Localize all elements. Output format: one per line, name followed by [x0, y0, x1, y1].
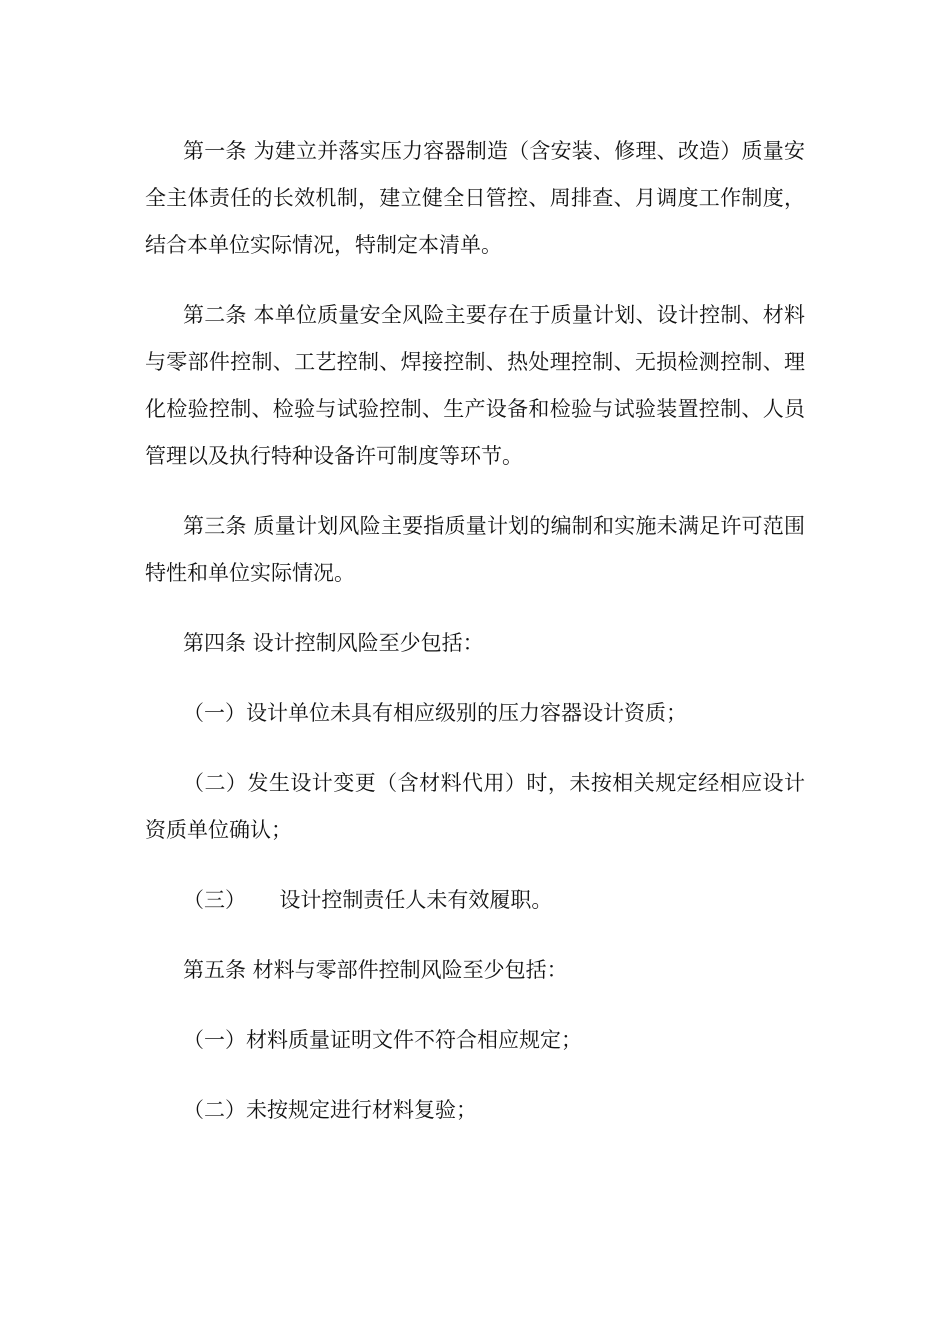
article-5-item-1: （一）材料质量证明文件不符合相应规定； — [183, 1028, 582, 1052]
article-4-paragraph: 第四条 设计控制风险至少包括： — [183, 631, 484, 655]
article-1-paragraph: 第一条 为建立并落实压力容器制造（含安装、修理、改造）质量安全主体责任的长效机制，建立健全日管控、周排查、月调度工作制度，结合本单位实际情况，特制定本清单。 — [145, 139, 805, 257]
article-4-item-2: （二）发生设计变更（含材料代用）时，未按相关规定经相应设计资质单位确认； — [145, 771, 805, 842]
article-4-item-1: （一）设计单位未具有相应级别的压力容器设计资质； — [183, 701, 687, 725]
article-2-paragraph: 第二条 本单位质量安全风险主要存在于质量计划、设计控制、材料与零部件控制、工艺控制、焊接控制、热处理控制、无损检测控制、理化检验控制、检验与试验控制、生产设备和检验与试验装置控制、人员管理以及执行特种设备许可制度等环节。 — [145, 303, 805, 468]
article-5-item-2: （二）未按规定进行材料复验； — [183, 1098, 477, 1122]
article-3-paragraph: 第三条 质量计划风险主要指质量计划的编制和实施未满足许可范围特性和单位实际情况。 — [145, 514, 805, 585]
article-5-paragraph: 第五条 材料与零部件控制风险至少包括： — [183, 958, 568, 982]
document-body — [145, 128, 805, 1157]
article-4-item-3: （三） 设计控制责任人未有效履职。 — [183, 888, 553, 912]
